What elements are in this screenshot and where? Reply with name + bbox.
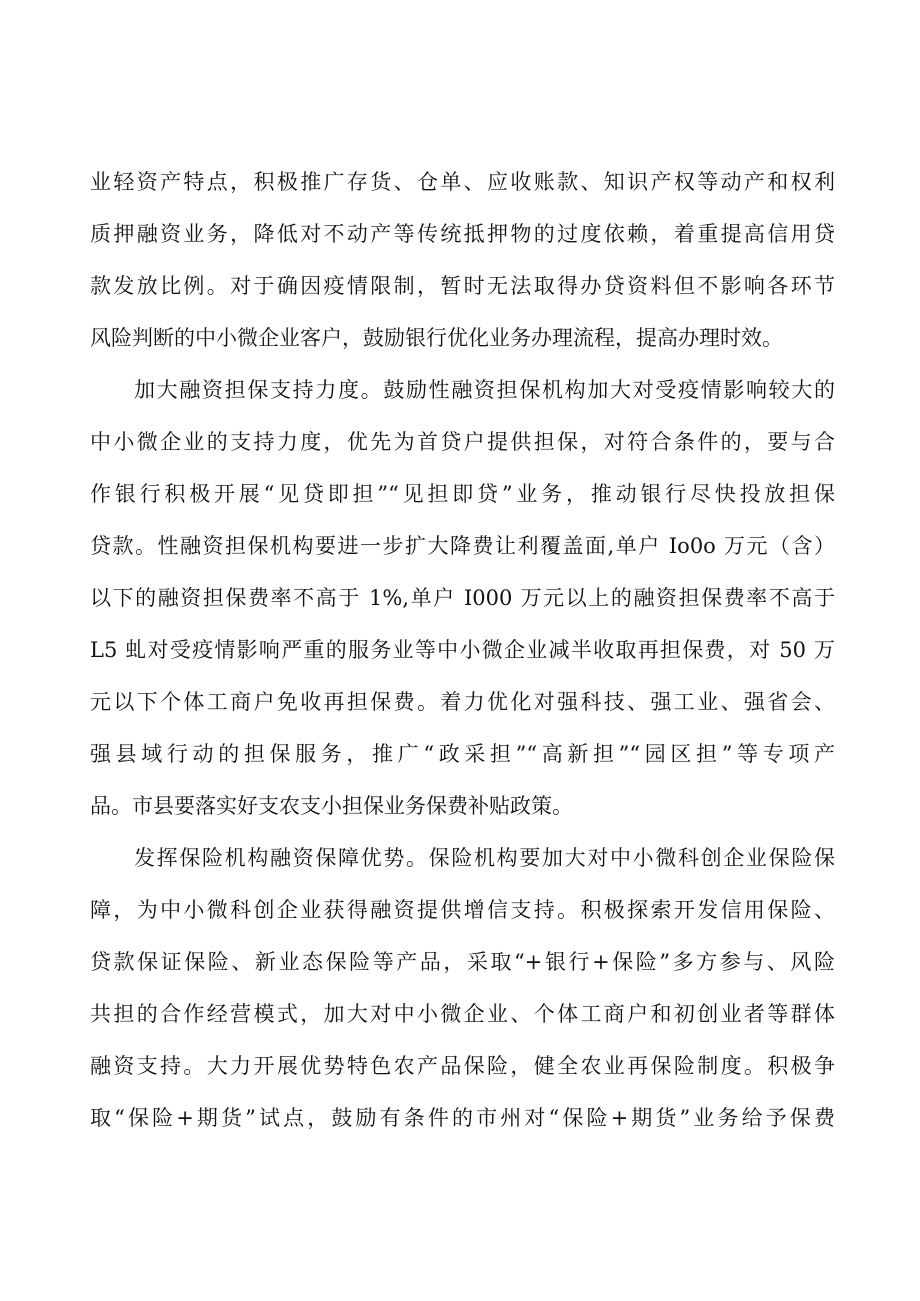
text-line: 作银行积极开展“见贷即担”“见担即贷”业务，推动银行尽快投放担保 — [90, 482, 835, 506]
document-body — [90, 156, 835, 1144]
text-line: 发挥保险机构融资保障优势。保险机构要加大对中小微科创企业保险保 — [134, 846, 835, 870]
paragraph-1 — [90, 156, 835, 364]
text-line: 贷款保证保险、新业态保险等产品，采取“+银行+保险”多方参与、风险 — [90, 950, 835, 974]
text-line: 共担的合作经营模式，加大对中小微企业、个体工商户和初创业者等群体 — [90, 1002, 835, 1026]
text-line: 业轻资产特点，积极推广存货、仓单、应收账款、知识产权等动产和权利 — [90, 170, 835, 194]
text-line: 质押融资业务，降低对不动产等传统抵押物的过度依赖，着重提高信用贷 — [90, 222, 835, 246]
text-line: 款发放比例。对于确因疫情限制，暂时无法取得办贷资料但不影响各环节 — [90, 274, 835, 298]
text-line: L5 虬对受疫情影响严重的服务业等中小微企业减半收取再担保费，对 50 万 — [90, 638, 835, 662]
paragraph-2 — [90, 364, 835, 832]
text-line: 风险判断的中小微企业客户，鼓励银行优化业务办理流程，提高办理时效。 — [90, 326, 783, 350]
text-line: 贷款。性融资担保机构要进一步扩大降费让利覆盖面,单户 Io0o 万元（含） — [90, 534, 835, 558]
text-line: 融资支持。大力开展优势特色农产品保险，健全农业再保险制度。积极争 — [90, 1054, 835, 1078]
text-line: 取“保险+期货”试点，鼓励有条件的市州对“保险+期货”业务给予保费 — [90, 1106, 835, 1130]
text-line: 加大融资担保支持力度。鼓励性融资担保机构加大对受疫情影响较大的 — [134, 378, 835, 402]
text-line: 以下的融资担保费率不高于 1%,单户 I000 万元以上的融资担保费率不高于 — [90, 586, 835, 610]
text-line: 元以下个体工商户免收再担保费。着力优化对强科技、强工业、强省会、 — [90, 690, 835, 714]
text-line: 品。市县要落实好支农支小担保业务保费补贴政策。 — [90, 794, 573, 818]
text-line: 强县域行动的担保服务，推广“政采担”“高新担”“园区担”等专项产 — [90, 742, 835, 766]
text-line: 障，为中小微科创企业获得融资提供增信支持。积极探索开发信用保险、 — [90, 898, 835, 922]
paragraph-3 — [90, 832, 835, 1144]
text-line: 中小微企业的支持力度，优先为首贷户提供担保，对符合条件的，要与合 — [90, 430, 835, 454]
